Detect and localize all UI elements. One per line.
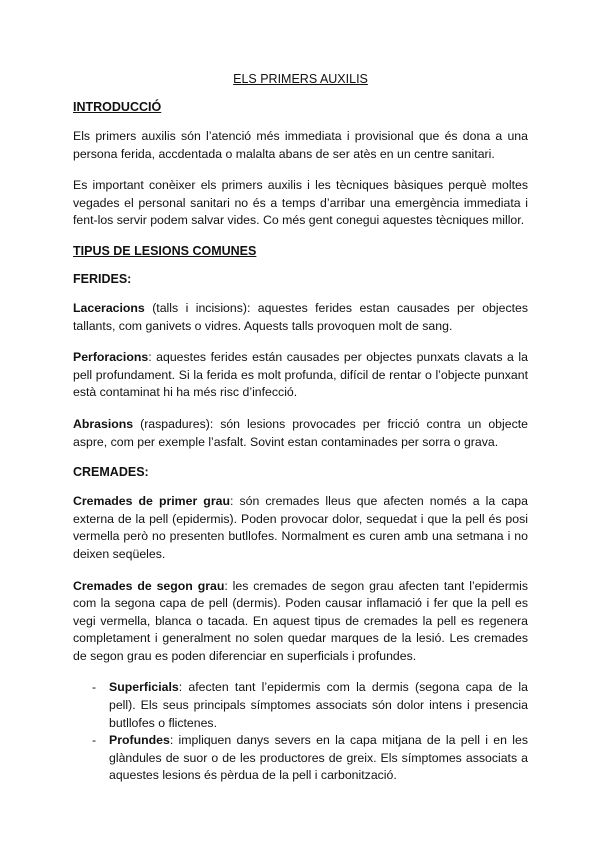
primer-grau-term: Cremades de primer grau	[73, 494, 230, 509]
intro-heading: INTRODUCCIÓ	[73, 100, 162, 114]
cremades-heading: CREMADES:	[73, 465, 149, 480]
perforacions-paragraph	[73, 349, 528, 402]
ferides-heading: FERIDES:	[73, 271, 132, 286]
lesions-heading: TIPUS DE LESIONS COMUNES	[73, 243, 257, 258]
segon-grau-term: Cremades de segon grau	[73, 578, 225, 593]
superficials-term: Superficials	[109, 680, 179, 695]
primer-grau-paragraph	[73, 493, 528, 563]
segon-grau-types-list	[73, 679, 528, 785]
intro-paragraph-2: Es important conèixer els primers auxilis i les tècniques bàsiques perquè moltes vegades el personal sanitari no és a temps d’arribar una emergència immediata i fent-los servir podem salvar vides. Co més gent conegui aquestes tècniques millor.	[73, 178, 528, 228]
document-title: ELS PRIMERS AUXILIS	[233, 72, 368, 86]
list-item	[73, 732, 528, 785]
list-item	[73, 679, 528, 732]
primer-grau-text: : són cremades lleus que afecten només a la capa externa de la pell (epidermis). Poden provocar dolor, sequedat i que la pell és posi vermella però no presenten butllofes. Normalment es curen amb una setmana i no deixen seqüeles.	[73, 494, 528, 561]
segon-grau-text: : les cremades de segon grau afecten tant l’epidermis com la segona capa de pell (dermis). Poden causar inflamació i fer que la pell es vegi vermella, blanca o tacada. En aquest tipus de cremades la pell es regenera completament i generalment no solen quedar marques de la lesió. Les cremades de segon grau es poden diferenciar en superficials i profundes.	[73, 578, 528, 663]
list-dash: -	[92, 733, 97, 748]
perforacions-term: Perforacions	[73, 350, 149, 365]
superficials-text: : afecten tant l’epidermis com la dermis (segona capa de la pell). Els seus principals símptomes associats són dolor intens i presencia butllofes o flictenes.	[109, 680, 528, 730]
abrasions-term: Abrasions	[73, 416, 134, 431]
laceracions-paragraph	[73, 300, 528, 335]
laceracions-text: (talls i incisions): aquestes ferides estan causades per objectes tallants, com ganivets o vidres. Aquests talls provoquen molt de sang.	[73, 300, 528, 333]
profundes-term: Profundes	[109, 733, 170, 748]
abrasions-paragraph	[73, 416, 528, 451]
profundes-text: : impliquen danys severs en la capa mitjana de la pell i en les glàndules de suor o de les productores de greix. Els símptomes associats a aquestes lesions és pèrdua de la pell i carbonització.	[109, 733, 528, 783]
list-dash: -	[92, 680, 97, 695]
laceracions-term: Laceracions	[73, 300, 145, 315]
perforacions-text: : aquestes ferides están causades per objectes punxats clavats a la pell profundament. Si la ferida es molt profunda, difícil de rentar o l’objecte punxant està contaminat hi ha més risc d’infecció.	[73, 350, 528, 400]
intro-paragraph-1: Els primers auxilis són l’atenció més immediata i provisional que és dona a una persona ferida, accdentada o malalta abans de ser atès en un centre sanitari.	[73, 129, 528, 161]
segon-grau-paragraph	[73, 578, 528, 666]
abrasions-text: (raspadures): són lesions provocades per fricció contra un objecte aspre, com per exemple l’asfalt. Sovint estan contaminades per sorra o grava.	[73, 416, 528, 449]
